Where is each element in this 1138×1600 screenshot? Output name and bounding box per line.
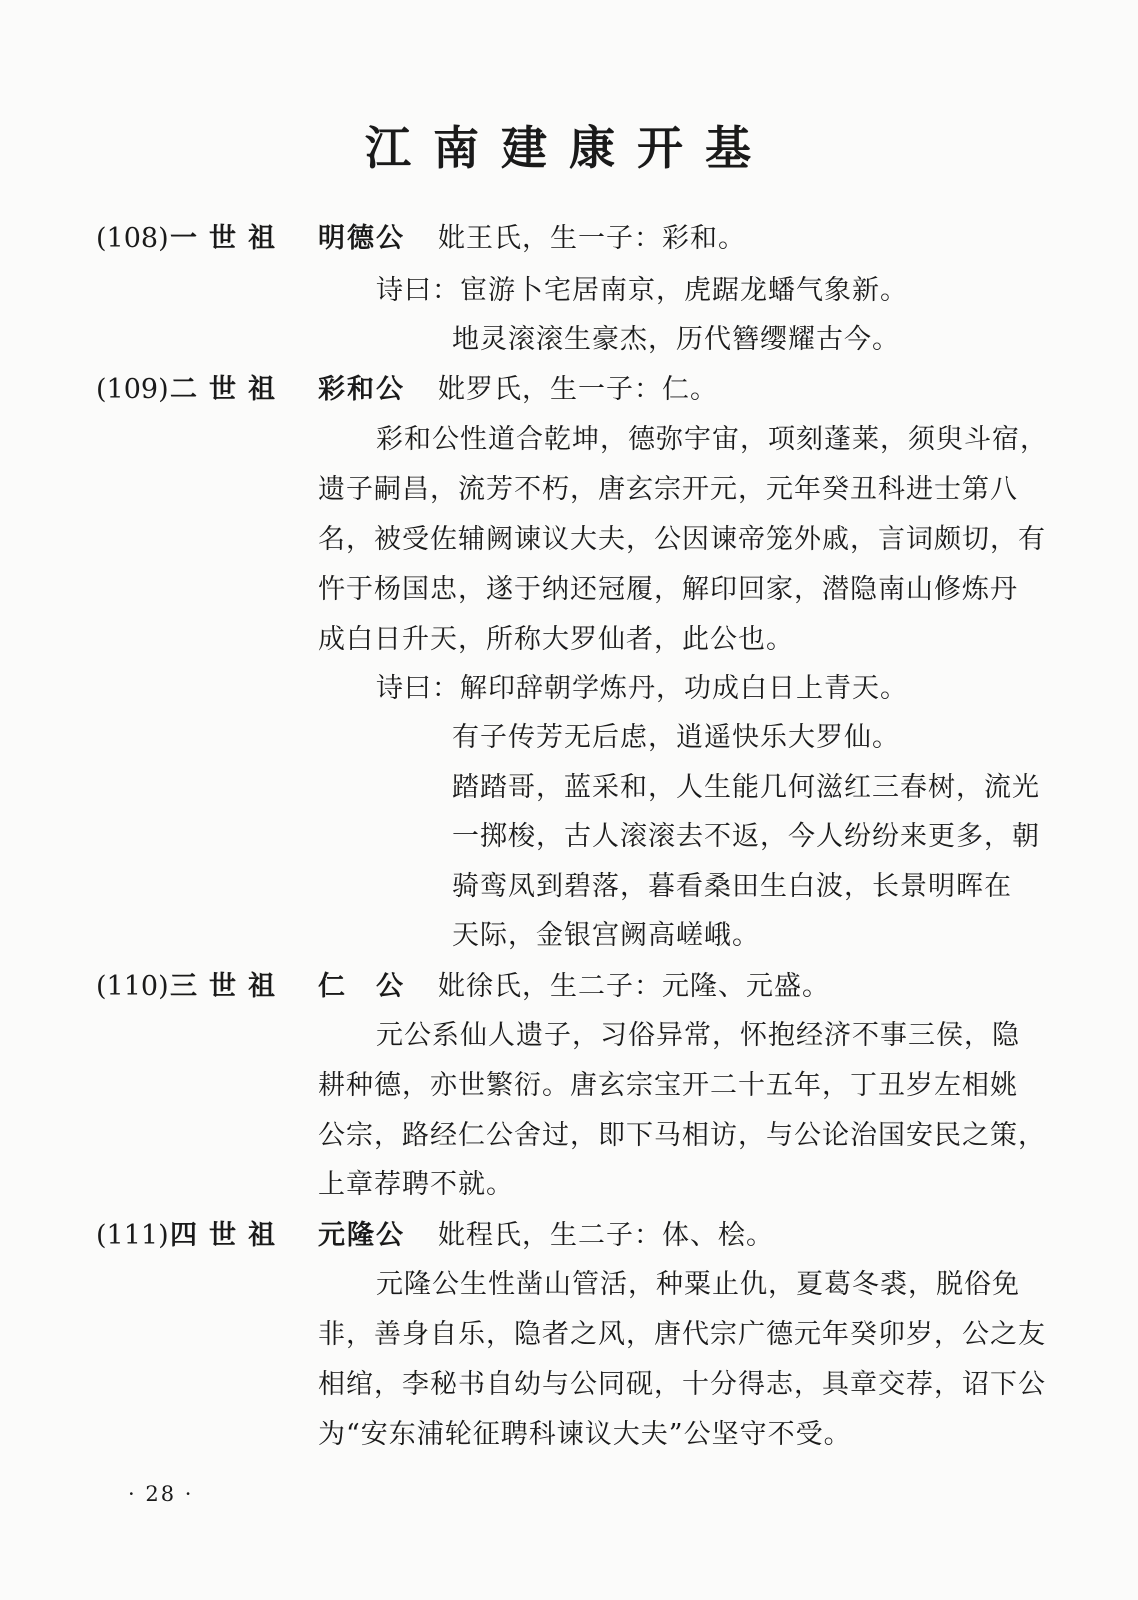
bio-line: 忤于杨国忠，遂于纳还冠履，解印回家，潜隐南山修炼丹 <box>318 574 1018 605</box>
ancestor-name: 明德公 <box>318 223 405 254</box>
spouse-info: 妣徐氏，生二子：元隆、元盛。 <box>438 971 830 1002</box>
poem-line: 骑鸾凤到碧落，暮看桑田生白波，长景明晖在 <box>452 871 1012 902</box>
entry-number: (108) <box>96 223 169 254</box>
poem-line: 诗曰：宦游卜宅居南京，虎踞龙蟠气象新。 <box>376 275 908 306</box>
bio-line: 公宗，路经仁公舍过，即下马相访，与公论治国安民之策， <box>318 1120 1046 1151</box>
bio-line: 元隆公生性凿山管活，种粟止仇，夏葛冬裘，脱俗免 <box>376 1269 1020 1300</box>
poem-line: 一掷梭，古人滚滚去不返，今人纷纷来更多，朝 <box>452 821 1040 852</box>
generation-label: 一世祖 <box>170 223 287 254</box>
poem-line: 踏踏哥，蓝采和，人生能几何滋红三春树，流光 <box>452 772 1040 803</box>
generation-label: 二世祖 <box>170 374 287 405</box>
bio-line: 名，被受佐辅阙谏议大夫，公因谏帝笼外戚，言词颇切，有 <box>318 524 1046 555</box>
bio-line: 相绾，李秘书自幼与公同砚，十分得志，具章交荐，诏下公 <box>318 1369 1046 1400</box>
entry-number: (109) <box>96 374 169 405</box>
ancestor-name: 彩和公 <box>318 374 405 405</box>
bio-line: 上章荐聘不就。 <box>318 1169 514 1200</box>
entry-number: (110) <box>96 971 169 1002</box>
entry-number: (111) <box>96 1220 169 1251</box>
bio-line: 为“安东浦轮征聘科谏议大夫”公坚守不受。 <box>318 1419 852 1450</box>
poem-line: 天际，金银宫阙高嵯峨。 <box>452 920 760 951</box>
ancestor-name: 元隆公 <box>318 1220 405 1251</box>
poem-line: 诗曰：解印辞朝学炼丹，功成白日上青天。 <box>376 673 908 704</box>
bio-line: 耕种德，亦世繁衍。唐玄宗宝开二十五年，丁丑岁左相姚 <box>318 1070 1018 1101</box>
spouse-info: 妣罗氏，生一子：仁。 <box>438 374 718 405</box>
generation-label: 三世祖 <box>170 971 287 1002</box>
bio-line: 彩和公性道合乾坤，德弥宇宙，项刻蓬莱，须臾斗宿， <box>376 424 1048 455</box>
poem-line: 地灵滚滚生豪杰，历代簪缨耀古今。 <box>452 324 900 355</box>
bio-line: 元公系仙人遗子，习俗异常，怀抱经济不事三侯，隐 <box>376 1020 1020 1051</box>
bio-line: 成白日升天，所称大罗仙者，此公也。 <box>318 624 794 655</box>
bio-line: 非，善身自乐，隐者之风，唐代宗广德元年癸卯岁，公之友 <box>318 1319 1046 1350</box>
bio-line: 遗子嗣昌，流芳不朽，唐玄宗开元，元年癸丑科进士第八 <box>318 474 1018 505</box>
generation-label: 四世祖 <box>170 1220 287 1251</box>
page-title: 江南建康开基 <box>365 121 773 175</box>
poem-line: 有子传芳无后虑，逍遥快乐大罗仙。 <box>452 722 900 753</box>
spouse-info: 妣程氏，生二子：体、桧。 <box>438 1220 774 1251</box>
page-number: · 28 · <box>128 1482 194 1506</box>
ancestor-name: 仁 公 <box>318 971 405 1002</box>
spouse-info: 妣王氏，生一子：彩和。 <box>438 223 746 254</box>
